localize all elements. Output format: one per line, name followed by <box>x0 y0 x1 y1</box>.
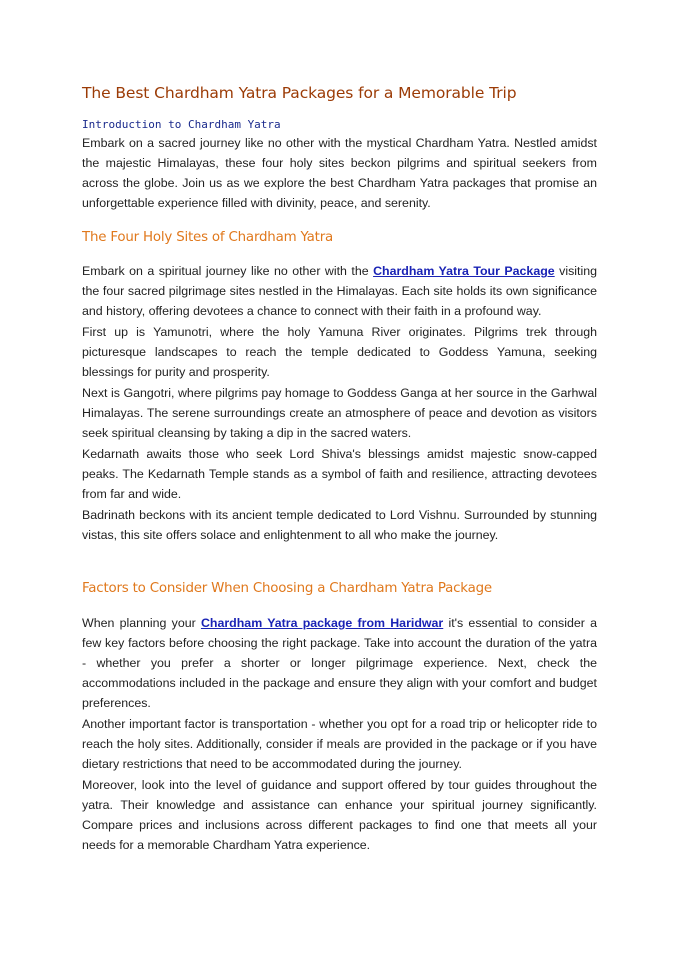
yamunotri-paragraph: First up is Yamunotri, where the holy Yamuna River originates. Pilgrims trek through picturesque landscapes to reach the temple dedicated to Goddess Yamuna, seeking blessings for purity and prosperity. <box>82 325 597 379</box>
section-heading-holy-sites: The Four Holy Sites of Chardham Yatra <box>82 230 334 245</box>
holy-sites-section <box>82 261 597 545</box>
factors-paragraph-intro <box>82 613 597 713</box>
holy-sites-paragraph-intro <box>82 261 597 321</box>
intro-heading: Introduction to Chardham Yatra <box>82 118 281 131</box>
chardham-haridwar-package-link[interactable]: Chardham Yatra package from Haridwar <box>200 616 444 630</box>
badrinath-paragraph: Badrinath beckons with its ancient temple dedicated to Lord Vishnu. Surrounded by stunning vistas, this site offers solace and enlightenment to all who make the journey. <box>82 508 597 542</box>
guidance-paragraph: Moreover, look into the level of guidance and support offered by tour guides throughout the yatra. Their knowledge and assistance can enhance your spiritual journey significantly. Compare prices and inclusions across different packages to find one that meets all your needs for a memorable Chardham Yatra experience. <box>82 778 597 852</box>
chardham-tour-package-link[interactable]: Chardham Yatra Tour Package <box>373 264 555 278</box>
paragraph-text: it's essential to consider a few key factors before choosing the right package. Take into account the duration of the yatra - whether you prefer a shorter or longer pilgrimage experience. Next, check the accommodations included in the package and ensure they align with your comfort and budget preferences. <box>82 616 597 710</box>
factors-section <box>82 613 597 855</box>
kedarnath-paragraph: Kedarnath awaits those who seek Lord Shiva's blessings amidst majestic snow-capped peaks. The Kedarnath Temple stands as a symbol of faith and resilience, attracting devotees from far and wide. <box>82 447 597 501</box>
intro-paragraph: Embark on a sacred journey like no other with the mystical Chardham Yatra. Nestled amidst the majestic Himalayas, these four holy sites beckon pilgrims and spiritual seekers from across the globe. Join us as we explore the best Chardham Yatra packages that promise an unforgettable experience filled with divinity, peace, and serenity. <box>82 136 597 210</box>
intro-section <box>82 133 597 213</box>
paragraph-text: When planning your <box>82 616 201 630</box>
paragraph-text: visiting the four sacred pilgrimage sites nestled in the Himalayas. Each site holds its own significance and history, offering devotees a chance to connect with their faith in a profound way. <box>82 264 597 318</box>
gangotri-paragraph: Next is Gangotri, where pilgrims pay homage to Goddess Ganga at her source in the Garhwal Himalayas. The serene surroundings create an atmosphere of peace and devotion as visitors seek spiritual cleansing by taking a dip in the sacred waters. <box>82 386 597 440</box>
paragraph-text: Embark on a spiritual journey like no other with the <box>82 264 374 278</box>
section-heading-factors: Factors to Consider When Choosing a Chardham Yatra Package <box>82 581 492 596</box>
page-title: The Best Chardham Yatra Packages for a Memorable Trip <box>82 84 517 102</box>
transportation-paragraph: Another important factor is transportation - whether you opt for a road trip or helicopter ride to reach the holy sites. Additionally, consider if meals are provided in the package or if you have dietary restrictions that need to be accommodated during the journey. <box>82 717 597 771</box>
